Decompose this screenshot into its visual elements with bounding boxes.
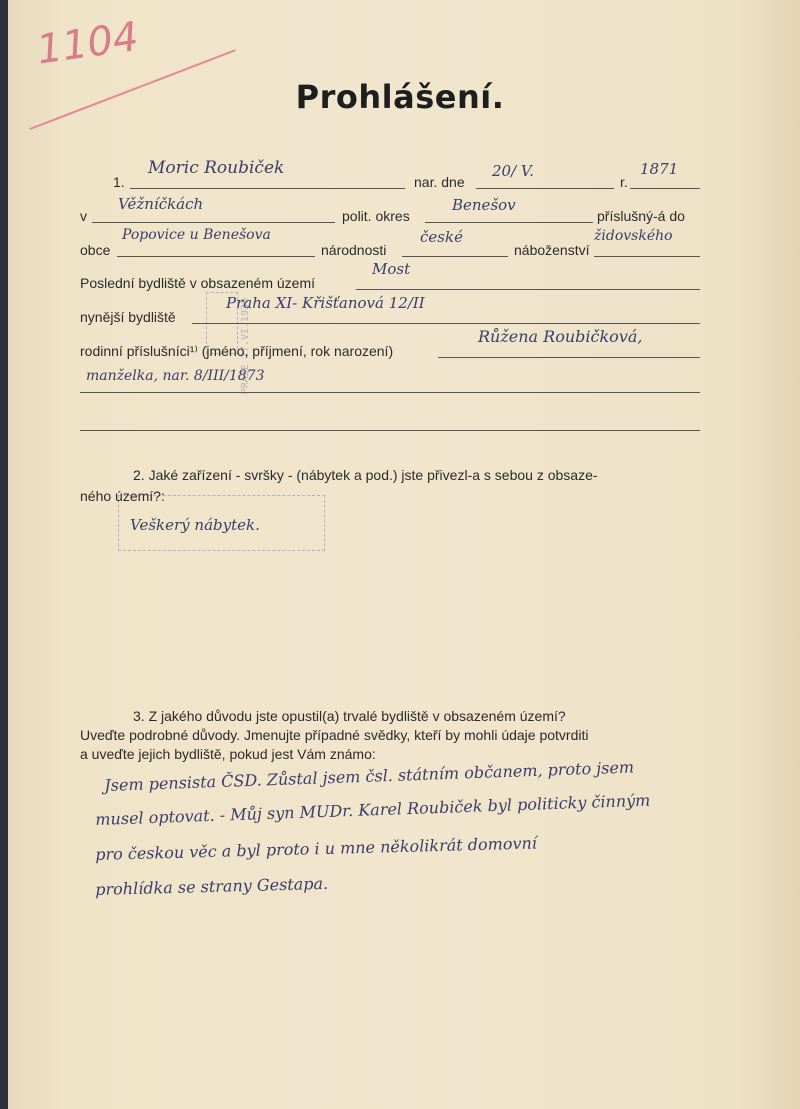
section2-answer: Veškerý nábytek. — [130, 516, 260, 534]
current-residence-value: Praha XI- Křišťanová 12/II — [226, 294, 425, 312]
item-number-label: 1. — [113, 174, 125, 190]
current-residence-label: nynější bydliště — [80, 309, 176, 325]
municipality-line — [117, 256, 315, 257]
nationality-value: české — [420, 228, 463, 246]
district-value: Benešov — [452, 196, 516, 214]
family-value-1: Růžena Roubičková, — [478, 327, 643, 346]
last-residence-value: Most — [372, 260, 411, 278]
section3-question-line2: Uveďte podrobné důvody. Jmenujte případné svědky, kteří by mohli údaje potvrditi — [80, 727, 589, 743]
born-label: nar. dne — [414, 174, 465, 190]
belonging-label: příslušný-á do — [597, 208, 685, 224]
family-label: rodinní příslušníci¹⁾ (jméno, příjmení, rok narození) — [80, 343, 394, 359]
municipality-value: Popovice u Benešova — [122, 227, 271, 243]
pencil-archive-number: 1104 — [34, 13, 142, 74]
in-label: v — [80, 208, 87, 224]
birthplace-line — [92, 222, 335, 223]
birthplace-value: Věžníčkách — [118, 195, 204, 213]
last-residence-label: Poslední bydliště v obsazeném území — [80, 275, 316, 291]
section2-question-line2: ného území?: — [80, 488, 165, 504]
family-value-2: manželka, nar. 8/III/1873 — [86, 368, 265, 384]
page-title: Prohlášení. — [295, 78, 505, 116]
family-line — [438, 357, 700, 358]
religion-value: židovského — [594, 228, 673, 244]
section3-question-line1: 3. Z jakého důvodu jste opustil(a) trvalé bydliště v obsazeném území? — [133, 708, 566, 724]
year-value: 1871 — [640, 160, 679, 178]
religion-line — [594, 256, 700, 257]
name-line — [130, 188, 405, 189]
municipality-label: obce — [80, 242, 111, 258]
year-line — [630, 188, 700, 189]
blank-line — [80, 430, 700, 431]
religion-label: náboženství — [514, 242, 590, 258]
nationality-line — [402, 256, 508, 257]
section3-answer-line1: Jsem pensista ČSD. Zůstal jsem čsl. státním občanem, proto jsem — [104, 757, 635, 795]
scan-edge — [0, 0, 8, 1109]
section3-answer-line4: prohlídka se strany Gestapa. — [95, 873, 329, 899]
section3-question-line3: a uveďte jejich bydliště, pokud jest Vám známo: — [80, 746, 376, 762]
section3-answer-line3: pro českou věc a byl proto i u mne několikrát domovní — [95, 833, 538, 864]
name-value: Moric Roubiček — [148, 158, 285, 178]
born-date-value: 20/ V. — [492, 162, 534, 180]
current-residence-line — [192, 323, 700, 324]
section3-answer-line2: musel optovat. - Můj syn MUDr. Karel Roubiček byl politicky činným — [95, 790, 651, 829]
stamp-text: PRAZE 27.VI.1939 — [240, 298, 251, 395]
nationality-label: národnosti — [321, 242, 387, 258]
section2-question-line1: 2. Jaké zařízení - svršky - (nábytek a pod.) jste přivezl-a s sebou z obsaze- — [133, 467, 598, 483]
family-line-2 — [80, 392, 700, 393]
district-label: polit. okres — [342, 208, 410, 224]
born-date-line — [476, 188, 614, 189]
district-line — [425, 222, 593, 223]
last-residence-line — [356, 289, 700, 290]
year-label: r. — [620, 174, 628, 190]
